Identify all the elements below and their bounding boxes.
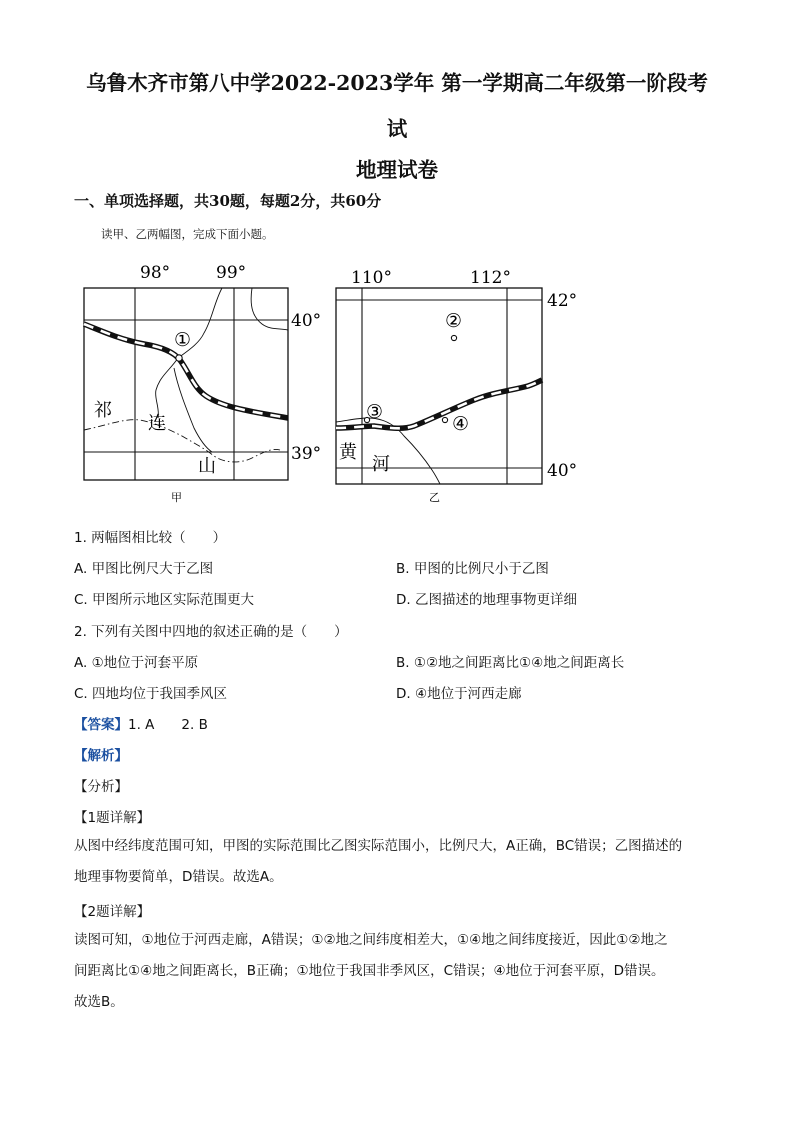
detail-2-line-1: 读图可知，①地位于河西走廊，A错误；①②地之间纬度相差大，①④地之间纬度接近，因此①②地之 [74,932,668,948]
map-left-point-1-label: ① [174,329,192,351]
section-heading: 一、单项选择题，共30题，每题2分，共60分 [74,192,382,210]
map-left [84,263,321,504]
map-figure [74,258,594,508]
map-left-char-shan: 山 [198,456,216,477]
map-right-char-he: 河 [372,454,390,475]
map-right-point-3-label: ③ [366,401,384,423]
map-left-char-lian: 连 [148,413,166,434]
page-title-line1: 乌鲁木齐市第八中学2022-2023学年 第一学期高二年级第一阶段考 [86,71,708,95]
question-1-option-c: C. 甲图所示地区实际范围更大 [74,592,255,608]
detail-1-line-1: 从图中经纬度范围可知，甲图的实际范围比乙图实际范围小，比例尺大，A正确，BC错误；乙图描述的 [74,838,683,854]
map-left-lon-98: 98° [140,263,171,283]
detail-2-tag: 【2题详解】 [74,904,151,920]
map-left-caption: 甲 [171,491,182,504]
detail-1-tag: 【1题详解】 [74,810,151,826]
map-right-lat-42: 42° [547,291,578,311]
detail-2-line-2: 间距离比①④地之间距离长，B正确；①地位于我国非季风区，C错误；④地位于河套平原，D错误。 [74,963,665,979]
map-right-char-huang: 黄 [339,442,357,463]
map-right-lon-112: 112° [470,268,511,288]
map-left-char-qi: 祁 [94,400,112,421]
analysis-tag: 【解析】 [74,748,128,764]
question-2-option-d: D. ④地位于河西走廊 [396,686,522,702]
page-subtitle: 地理试卷 [356,158,438,182]
question-2-option-b: B. ①②地之间距离比①④地之间距离长 [396,655,625,671]
question-2-option-a: A. ①地位于河套平原 [74,655,199,671]
map-right-point-2-label: ② [445,310,463,332]
question-1-option-b: B. 甲图的比例尺小于乙图 [396,561,549,577]
instruction-text: 读甲、乙两幅图，完成下面小题。 [101,227,274,241]
map-left-lat-40: 40° [291,311,322,331]
map-left-boundary [84,420,280,462]
question-2-option-c: C. 四地均位于我国季风区 [74,686,228,702]
page-title-line2: 试 [386,117,408,141]
answer-tag: 【答案】 [74,717,128,733]
detail-1-line-2: 地理事物要简单，D错误。故选A。 [74,869,283,885]
detail-2-line-3: 故选B。 [74,994,124,1010]
map-left-river-3 [156,358,178,418]
question-1-stem: 1. 两幅图相比较（ ） [74,530,227,546]
question-1-option-a: A. 甲图比例尺大于乙图 [74,561,214,577]
map-right-lat-40: 40° [547,461,578,481]
map-right-point-4 [442,417,447,422]
map-right-point-4-label: ④ [452,413,470,435]
map-right-point-2 [451,335,456,340]
map-right-frame [336,288,542,484]
analysis-line [74,744,128,764]
map-left-lat-39: 39° [291,444,322,464]
answer-text: 1. A 2. B [128,717,208,733]
map-left-river-2 [251,288,288,330]
map-right [336,268,577,504]
question-1-option-d: D. 乙图描述的地理事物更详细 [396,592,577,608]
question-2-stem: 2. 下列有关图中四地的叙述正确的是（ ） [74,624,348,640]
map-right-lon-110: 110° [351,268,392,288]
map-left-point-1 [176,355,182,361]
map-right-caption: 乙 [429,491,440,504]
answer-line [74,713,208,733]
map-left-lon-99: 99° [216,263,247,283]
fenxi-tag: 【分析】 [74,779,128,795]
map-left-frame [84,288,288,480]
